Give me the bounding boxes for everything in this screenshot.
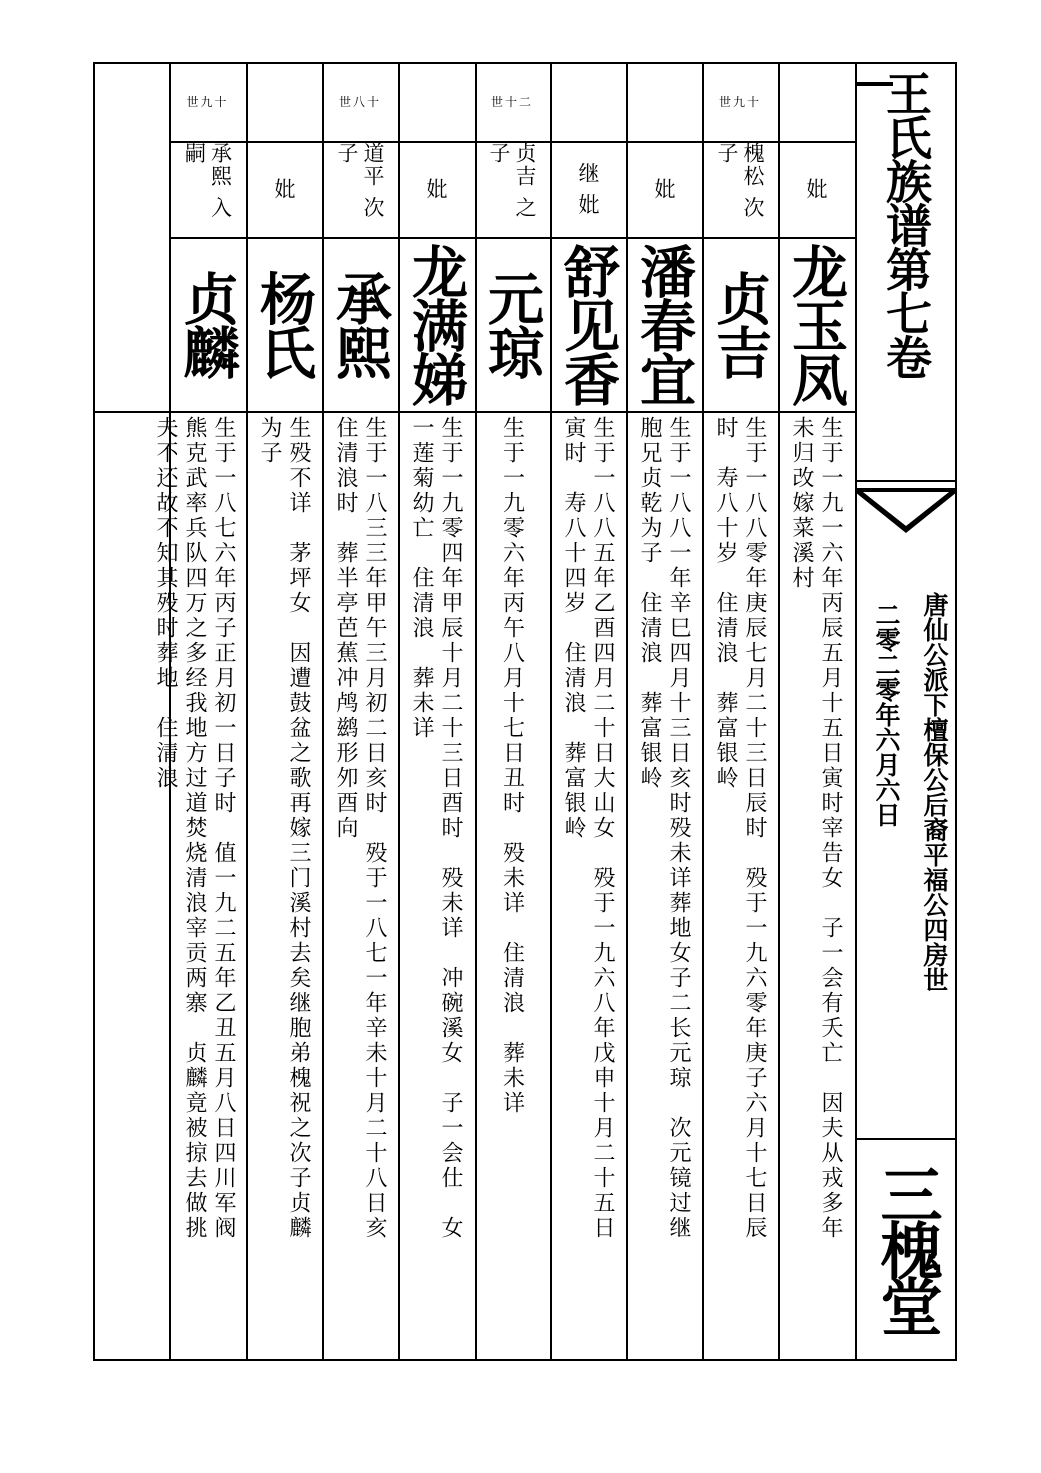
relation-label	[322, 142, 398, 236]
book-title-text: 王氏族谱第七卷	[879, 70, 933, 378]
generation-label	[626, 62, 702, 140]
compile-date: 二零二零年六月六日	[872, 602, 901, 827]
relation-text: 道平 次子	[335, 142, 385, 220]
generation-label	[246, 62, 322, 140]
biography	[398, 416, 474, 1346]
entry-column	[322, 62, 398, 1361]
entry-column	[702, 62, 778, 1361]
relation-text: 妣	[652, 177, 676, 201]
biography-text: 生于一八八一年辛巳四月十三日亥时殁未详葬地女子二长元琼 次元镜过继 胞兄贞乾为子 住清浪 葬富银岭	[637, 416, 691, 1241]
relation-label	[169, 142, 246, 236]
biography	[550, 416, 626, 1346]
lineage-block	[855, 542, 957, 1132]
biography-text: 生殁不详 茅坪女 因遭鼓盆之歌再嫁三门溪村去矣继胞弟槐祝之次子贞麟 为子	[257, 416, 311, 1241]
biography-text: 生于一八三三年甲午三月初二日亥时 殁于一八七一年辛未十月二十八日亥 住清浪时 葬半亭芭蕉冲鸬鹚形夘酉向	[333, 416, 387, 1241]
chevron-ornament	[855, 488, 957, 548]
biography-text: 生于一八八零年庚辰七月二十三日辰时 殁于一九六零年庚子六月十七日辰 时 寿八十岁 住清浪 葬富银岭	[713, 416, 767, 1241]
generation-label: 世九十	[718, 94, 761, 109]
relation-text: 槐松 次子	[715, 142, 765, 220]
relation-label	[702, 142, 778, 236]
book-title	[855, 70, 957, 470]
person-name	[626, 238, 702, 410]
generation-label: 世十二	[490, 94, 533, 109]
biography	[702, 416, 778, 1346]
relation-label	[550, 142, 626, 236]
relation-label	[398, 142, 474, 236]
biography-text: 生于一八七六年丙子正月初一日子时 值一九二五年乙丑五月八日四川军阀 熊克武率兵队四万之多经我地方过道焚烧清浪宰贡两寨 贞麟竟被掠去做挑 夫不还故不知其殁时葬地 住清浪	[153, 416, 236, 1241]
person-name-text: 舒见香	[555, 243, 621, 405]
person-name-text: 龙满娣	[403, 243, 469, 405]
entry-column	[778, 62, 854, 1361]
relation-text: 妣	[804, 177, 828, 201]
entry-column	[550, 62, 626, 1361]
biography	[778, 416, 854, 1346]
person-name-text: 龙玉凤	[783, 243, 849, 405]
generation-label	[398, 62, 474, 140]
biography-text: 生于一九一六年丙辰五月十五日寅时宰告女 子一会有夭亡 因夫从戎多年 未归改嫁菜溪村	[789, 416, 843, 1241]
lineage-text: 唐仙公派下檀保公后裔平福公四房世	[920, 592, 949, 992]
relation-text: 妣	[424, 177, 448, 201]
biography-text: 生于一九零四年甲辰十月二十三日酉时 殁未详 冲碗溪女 子一会仕 女 一莲菊幼亡 住清浪 葬未详	[409, 416, 463, 1241]
relation-label	[626, 142, 702, 236]
person-name	[322, 238, 398, 410]
biography-text: 生于一八八五年乙酉四月二十日大山女 殁于一九六八年戊申十月二十五日 寅时 寿八十四岁 住清浪 葬富银岭	[561, 416, 615, 1241]
entry-column	[153, 62, 246, 1361]
header-panel	[855, 62, 957, 1361]
biography	[93, 416, 246, 1346]
person-name-text: 潘春宜	[631, 243, 697, 405]
person-name	[702, 238, 778, 410]
entry-column	[398, 62, 474, 1361]
hall-name-text: 三槐堂	[870, 1163, 943, 1331]
entry-column	[474, 62, 550, 1361]
person-name	[169, 238, 246, 410]
entry-column	[626, 62, 702, 1361]
relation-text: 继 妣	[576, 161, 600, 217]
biography	[322, 416, 398, 1346]
generation-label: 世八十	[338, 94, 381, 109]
person-name	[474, 238, 550, 410]
relation-text: 承熙 入嗣	[182, 142, 233, 220]
hall-name	[855, 1137, 957, 1357]
person-name-text: 贞吉	[707, 270, 773, 378]
generation-label	[778, 62, 854, 140]
person-name	[778, 238, 854, 410]
relation-label	[246, 142, 322, 236]
person-name-text: 承熙	[327, 270, 393, 378]
person-name	[246, 238, 322, 410]
relation-label	[778, 142, 854, 236]
person-name-text: 元琼	[479, 270, 545, 378]
person-name	[550, 238, 626, 410]
generation-label: 世九十	[186, 94, 229, 109]
relation-label	[474, 142, 550, 236]
person-name-text: 杨氏	[251, 270, 317, 378]
biography-text: 生于一九零六年丙午八月十七日丑时 殁未详 住清浪 葬未详	[499, 416, 525, 1116]
header-divider	[855, 480, 957, 482]
generation-label	[550, 62, 626, 140]
person-name-text: 贞麟	[174, 270, 241, 378]
relation-text: 贞吉 之子	[487, 142, 537, 220]
biography	[626, 416, 702, 1346]
biography	[246, 416, 322, 1346]
relation-text: 妣	[272, 177, 296, 201]
biography	[474, 416, 550, 1346]
person-name	[398, 238, 474, 410]
entry-column	[246, 62, 322, 1361]
